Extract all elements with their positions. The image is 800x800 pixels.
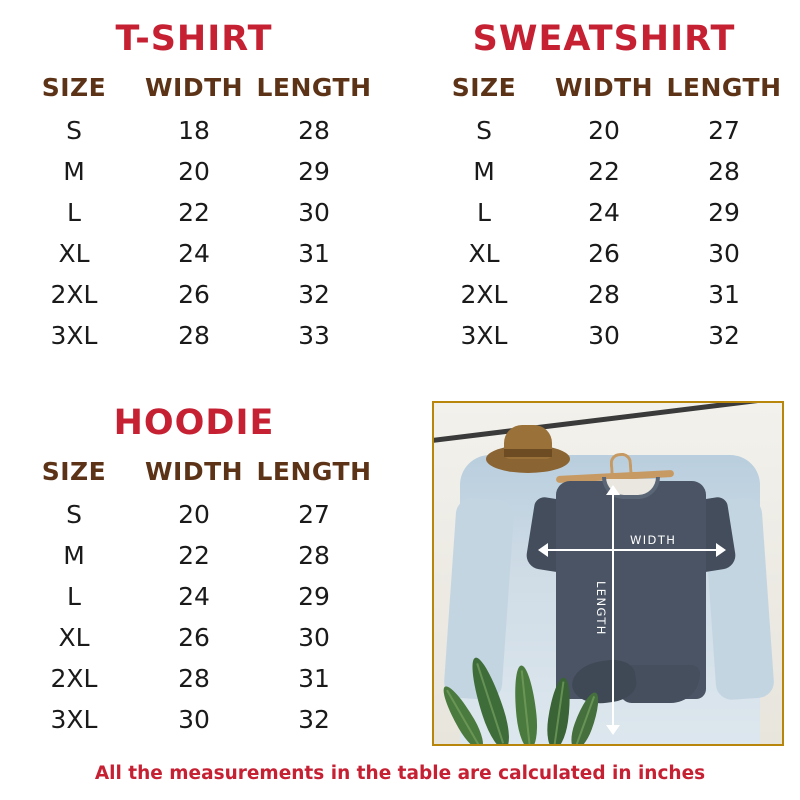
cell-size: 3XL: [460, 321, 508, 350]
cell-width: 22: [178, 541, 210, 570]
table-row: [14, 192, 374, 233]
cell-width: 24: [588, 198, 620, 227]
cell-width: 24: [178, 582, 210, 611]
table-row: [14, 576, 374, 617]
cell-width: 28: [588, 280, 620, 309]
cell-width: 30: [588, 321, 620, 350]
sweatshirt-table-title: SWEATSHIRT: [472, 19, 736, 59]
cell-length: 29: [298, 157, 330, 186]
column-header-length: LENGTH: [256, 73, 372, 102]
cell-size: S: [66, 116, 82, 145]
column-header-size: SIZE: [451, 73, 517, 102]
sweatshirt-table: [424, 71, 784, 356]
cell-width: 20: [178, 500, 210, 529]
measurement-photo: [432, 401, 784, 746]
cell-length: 31: [298, 239, 330, 268]
cell-size: M: [63, 541, 85, 570]
table-row: [14, 658, 374, 699]
cell-width: 28: [178, 321, 210, 350]
table-row: [14, 699, 374, 740]
cell-length: 27: [708, 116, 740, 145]
tshirt-table: [14, 71, 374, 356]
cell-size: S: [476, 116, 492, 145]
table-row: [424, 192, 784, 233]
table-row: [424, 274, 784, 315]
table-row: [14, 110, 374, 151]
cell-width: 28: [178, 664, 210, 693]
hat-band: [504, 449, 552, 457]
cell-length: 29: [298, 582, 330, 611]
cell-length: 31: [298, 664, 330, 693]
column-header-width: WIDTH: [144, 457, 244, 486]
cell-size: S: [66, 500, 82, 529]
cell-size: 3XL: [50, 321, 98, 350]
hoodie-table: [14, 455, 374, 740]
tshirt-size-table: [14, 19, 374, 356]
cell-size: XL: [58, 623, 90, 652]
sweatshirt-size-table: [424, 19, 784, 356]
column-header-width: WIDTH: [144, 73, 244, 102]
length-arrow-head-top: [606, 485, 620, 495]
width-arrow-head-left: [538, 543, 548, 557]
cell-length: 33: [298, 321, 330, 350]
cell-length: 29: [708, 198, 740, 227]
cell-length: 28: [298, 116, 330, 145]
cell-width: 20: [178, 157, 210, 186]
column-header-size: SIZE: [41, 457, 107, 486]
hoodie-table-title: HOODIE: [113, 403, 275, 443]
cell-size: 2XL: [50, 664, 98, 693]
cell-length: 30: [708, 239, 740, 268]
cell-size: L: [477, 198, 491, 227]
cell-length: 27: [298, 500, 330, 529]
cell-width: 24: [178, 239, 210, 268]
length-label: LENGTH: [594, 581, 608, 636]
table-row: [14, 494, 374, 535]
hoodie-size-table: [14, 403, 374, 740]
cell-length: 31: [708, 280, 740, 309]
cell-length: 32: [298, 280, 330, 309]
cell-width: 26: [588, 239, 620, 268]
cell-width: 22: [178, 198, 210, 227]
column-header-size: SIZE: [41, 73, 107, 102]
cell-size: M: [63, 157, 85, 186]
table-row: [14, 274, 374, 315]
table-row: [14, 617, 374, 658]
cell-size: 2XL: [460, 280, 508, 309]
table-header-row: [424, 71, 784, 110]
cell-size: 2XL: [50, 280, 98, 309]
table-row: [424, 315, 784, 356]
column-header-length: LENGTH: [666, 73, 782, 102]
table-row: [424, 233, 784, 274]
cell-length: 28: [298, 541, 330, 570]
cell-width: 26: [178, 280, 210, 309]
cell-width: 20: [588, 116, 620, 145]
table-row: [14, 151, 374, 192]
width-arrow-head-right: [716, 543, 726, 557]
cell-size: 3XL: [50, 705, 98, 734]
cell-width: 26: [178, 623, 210, 652]
column-header-width: WIDTH: [554, 73, 654, 102]
table-header-row: [14, 455, 374, 494]
table-row: [424, 110, 784, 151]
width-label: WIDTH: [630, 533, 677, 547]
table-row: [14, 315, 374, 356]
cell-length: 28: [708, 157, 740, 186]
photo-illustration: [434, 403, 782, 744]
tshirt-table-title: T-SHIRT: [115, 19, 273, 59]
cell-size: L: [67, 198, 81, 227]
table-row: [424, 151, 784, 192]
cell-length: 32: [708, 321, 740, 350]
table-header-row: [14, 71, 374, 110]
column-header-length: LENGTH: [256, 457, 372, 486]
cell-width: 30: [178, 705, 210, 734]
cell-length: 30: [298, 198, 330, 227]
length-arrow-line: [612, 495, 614, 725]
cell-size: L: [67, 582, 81, 611]
table-row: [14, 233, 374, 274]
cell-size: M: [473, 157, 495, 186]
length-arrow-head-bottom: [606, 725, 620, 735]
width-arrow-line: [546, 549, 716, 551]
measurement-footnote: All the measurements in the table are calculated in inches: [94, 763, 706, 784]
cell-width: 22: [588, 157, 620, 186]
cell-width: 18: [178, 116, 210, 145]
table-row: [14, 535, 374, 576]
cell-size: XL: [468, 239, 500, 268]
cell-length: 32: [298, 705, 330, 734]
cell-length: 30: [298, 623, 330, 652]
cell-size: XL: [58, 239, 90, 268]
